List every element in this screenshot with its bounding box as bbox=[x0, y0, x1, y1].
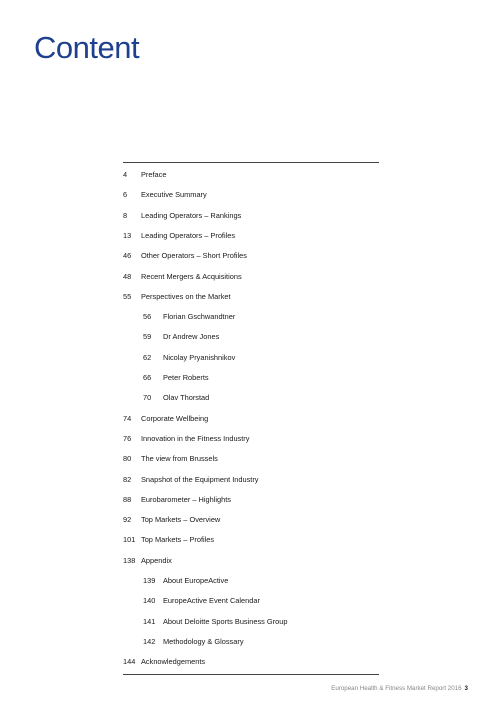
toc-subentry[interactable] bbox=[143, 391, 209, 405]
footer-page-number: 3 bbox=[464, 685, 468, 692]
toc-subentry[interactable] bbox=[143, 351, 235, 365]
toc-page-number: 8 bbox=[123, 210, 128, 220]
toc-entry[interactable] bbox=[123, 554, 172, 568]
toc-subentry[interactable] bbox=[143, 330, 219, 344]
toc-entry[interactable] bbox=[123, 290, 231, 304]
toc-entry-label: About Deloitte Sports Business Group bbox=[163, 616, 288, 626]
toc-subentry[interactable] bbox=[143, 635, 244, 649]
toc-page-number: 101 bbox=[123, 535, 136, 545]
toc-page-number: 46 bbox=[123, 251, 132, 261]
toc-subentry[interactable] bbox=[143, 574, 228, 588]
toc-entry-label: Perspectives on the Market bbox=[141, 291, 231, 301]
toc-page-number: 74 bbox=[123, 413, 132, 423]
toc-entry[interactable] bbox=[123, 493, 231, 507]
toc-page-number: 88 bbox=[123, 494, 132, 504]
toc-page-number: 59 bbox=[143, 332, 152, 342]
page-footer bbox=[331, 685, 468, 692]
toc-entry-label: Peter Roberts bbox=[163, 373, 209, 382]
toc-page-number: 141 bbox=[143, 616, 156, 626]
toc-entry[interactable] bbox=[123, 452, 218, 466]
toc-entry-label: Leading Operators – Rankings bbox=[141, 210, 242, 220]
toc-entry-label: Innovation in the Fitness Industry bbox=[141, 433, 250, 443]
toc-entry-label: Snapshot of the Equipment Industry bbox=[141, 474, 259, 484]
toc-subentry[interactable] bbox=[143, 310, 235, 324]
toc-entry[interactable] bbox=[123, 513, 220, 527]
toc-entry-label: EuropeActive Event Calendar bbox=[163, 596, 260, 606]
toc-page-number: 138 bbox=[123, 555, 136, 565]
toc-entry[interactable] bbox=[123, 188, 207, 202]
toc-entry[interactable] bbox=[123, 209, 241, 223]
toc-entry-label: Appendix bbox=[141, 555, 172, 565]
footer-report-title: European Health & Fitness Market Report 2016 bbox=[331, 685, 462, 692]
toc-entry[interactable] bbox=[123, 655, 205, 669]
toc-entry-label: Nicolay Pryanishnikov bbox=[163, 352, 236, 362]
toc-page-number: 82 bbox=[123, 474, 132, 484]
toc-entry[interactable] bbox=[123, 168, 166, 182]
toc-subentry[interactable] bbox=[143, 371, 209, 385]
toc-subentry[interactable] bbox=[143, 615, 287, 629]
toc-entry-label: About EuropeActive bbox=[163, 576, 229, 585]
toc-entry-label: Dr Andrew Jones bbox=[163, 332, 220, 342]
toc-entry-label: The view from Brussels bbox=[141, 454, 218, 464]
toc-entry-label: Other Operators – Short Profiles bbox=[141, 251, 247, 261]
toc-page-number: 48 bbox=[123, 271, 132, 281]
toc-entry-label: Methodology & Glossary bbox=[163, 636, 244, 646]
toc-page-number: 70 bbox=[143, 393, 152, 403]
toc-entry[interactable] bbox=[123, 270, 242, 284]
toc-page-number: 140 bbox=[143, 596, 156, 606]
toc-page-number: 144 bbox=[123, 657, 136, 667]
toc-page-number: 66 bbox=[143, 373, 152, 382]
toc-entry-label: Top Markets – Profiles bbox=[141, 535, 215, 545]
toc-page-number: 13 bbox=[123, 230, 132, 240]
toc-page-number: 76 bbox=[123, 433, 132, 443]
toc-entry[interactable] bbox=[123, 249, 247, 263]
toc-entry[interactable] bbox=[123, 473, 259, 487]
toc-page-number: 139 bbox=[143, 576, 156, 585]
toc-entry-label: Corporate Wellbeing bbox=[141, 413, 209, 423]
toc-entry[interactable] bbox=[123, 533, 214, 547]
toc-page-number: 62 bbox=[143, 352, 152, 362]
toc-entry-label: Leading Operators – Profiles bbox=[141, 230, 236, 240]
toc-entry-label: Eurobarometer – Highlights bbox=[141, 494, 231, 504]
toc-subentry[interactable] bbox=[143, 594, 260, 608]
toc-page-number: 4 bbox=[123, 170, 128, 179]
toc-entry-label: Preface bbox=[141, 170, 167, 179]
toc-entry[interactable] bbox=[123, 432, 249, 446]
toc-page-number: 6 bbox=[123, 190, 128, 200]
toc-page-number: 80 bbox=[123, 454, 132, 464]
toc-entry-label: Olav Thorstad bbox=[163, 393, 210, 403]
toc-entry-label: Acknowledgements bbox=[141, 657, 206, 667]
page-title: Content bbox=[34, 30, 140, 65]
top-divider bbox=[123, 162, 379, 163]
toc-entry-label: Recent Mergers & Acquisitions bbox=[141, 271, 242, 281]
toc-page-number: 56 bbox=[143, 312, 152, 322]
toc-page-number: 142 bbox=[143, 636, 156, 646]
toc-entry[interactable] bbox=[123, 229, 235, 243]
toc-entry-label: Florian Gschwandtner bbox=[163, 312, 236, 322]
toc-entry[interactable] bbox=[123, 412, 208, 426]
toc-page-number: 55 bbox=[123, 291, 132, 301]
toc-entry-label: Top Markets – Overview bbox=[141, 515, 221, 525]
toc-page-number: 92 bbox=[123, 515, 132, 525]
bottom-divider bbox=[123, 674, 379, 675]
toc-entry-label: Executive Summary bbox=[141, 190, 207, 200]
